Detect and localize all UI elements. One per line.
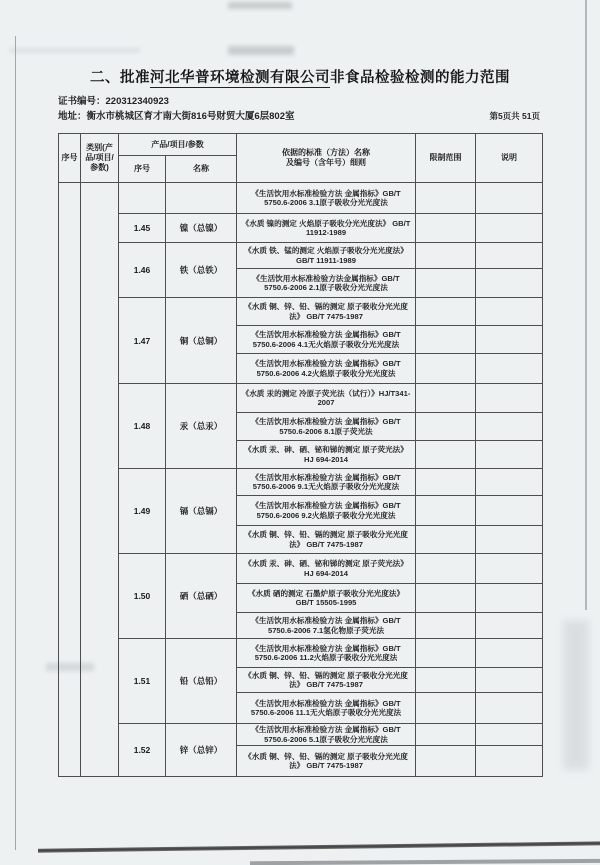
note-cell: [476, 243, 543, 269]
note-cell: [476, 413, 543, 441]
table-row: [59, 469, 543, 496]
note-cell: [476, 584, 543, 613]
limit-cell: [416, 584, 476, 613]
item-seq-cell: 1.46: [119, 243, 166, 298]
standard-method-cell: 《生活饮用水标准检验方法 金属指标》GB/T 5750.6-2006 4.2火焰原子吸收分光光度法: [237, 354, 416, 384]
standard-method-cell: 《水质 镍的测定 火焰原子吸收分光光度法》 GB/T 11912-1989: [237, 214, 416, 243]
table-row: [59, 298, 543, 326]
limit-cell: [416, 668, 476, 693]
note-cell: [476, 724, 543, 746]
item-seq-cell: 1.47: [119, 298, 166, 384]
page-edge-left: [15, 36, 16, 850]
limit-cell: [416, 354, 476, 384]
address-line: [58, 108, 295, 122]
item-seq-cell: 1.48: [119, 384, 166, 469]
item-name-cell: [166, 183, 237, 214]
address-value: 衡水市桃城区育才南大街816号财贸大厦6层802室: [86, 111, 295, 122]
table-row: [59, 243, 543, 269]
page-edge-right: [585, 0, 587, 610]
note-cell: [476, 214, 543, 243]
capability-scope-table: [58, 133, 543, 777]
title-prefix: 二、批准: [90, 70, 150, 86]
limit-cell: [416, 639, 476, 668]
item-seq-cell: 1.52: [119, 724, 166, 777]
item-seq-cell: 1.49: [119, 469, 166, 554]
item-name-cell: 铅（总铅）: [166, 639, 237, 724]
note-cell: [476, 298, 543, 326]
limit-cell: [416, 526, 476, 554]
header-category: 类别(产品/项目/参数): [81, 134, 119, 183]
standard-method-cell: 《生活饮用水标准检验方法 金属指标》GB/T 5750.6-2006 3.1原子吸收分光光度法: [237, 183, 416, 214]
standard-method-cell: 《生活饮用水标准检验方法 金属指标》GB/T 5750.6-2006 11.1无火焰原子吸收分光光度法: [237, 693, 416, 724]
header-standard-line1: 依据的标准（方法）名称: [282, 148, 371, 157]
limit-cell: [416, 441, 476, 469]
limit-cell: [416, 554, 476, 584]
item-name-cell: 铁（总铁）: [166, 243, 237, 298]
standard-method-cell: 《水质 铁、锰的测定 火焰原子吸收分光光度法》 GB/T 11911-1989: [237, 243, 416, 269]
standard-method-cell: 《生活饮用水标准检验方法 金属指标》GB/T 5750.6-2006 9.1无火焰原子吸收分光光度法: [237, 469, 416, 496]
item-name-cell: 硒（总硒）: [166, 554, 237, 639]
header-standard-line2: 及编号（含年号）细则: [286, 158, 367, 167]
standard-method-cell: 《水质 铜、锌、铅、镉的测定 原子吸收分光光度法》 GB/T 7475-1987: [237, 746, 416, 777]
standard-method-cell: 《生活饮用水标准检验方法 金属指标》GB/T 5750.6-2006 9.2火焰原子吸收分光光度法: [237, 496, 416, 526]
standard-method-cell: 《水质 硒的测定 石墨炉原子吸收分光光度法》 GB/T 15505-1995: [237, 584, 416, 613]
limit-cell: [416, 496, 476, 526]
limit-cell: [416, 243, 476, 269]
item-seq-cell: 1.50: [119, 554, 166, 639]
header-standard: [237, 134, 416, 183]
note-cell: [476, 496, 543, 526]
limit-cell: [416, 746, 476, 777]
scan-noise: [563, 620, 589, 770]
header-sub-name: 名称: [166, 156, 237, 183]
company-name-underlined: 河北华普环境检测有限公司: [150, 70, 330, 86]
header-product-group: 产品/项目/参数: [119, 134, 237, 156]
limit-cell: [416, 413, 476, 441]
item-name-cell: 铜（总铜）: [166, 298, 237, 384]
note-cell: [476, 183, 543, 214]
item-name-cell: 镉（总镉）: [166, 469, 237, 554]
table-row: [59, 214, 543, 243]
note-cell: [476, 469, 543, 496]
standard-method-cell: 《水质 铜、锌、铅、镉的测定 原子吸收分光光度法》 GB/T 7475-1987: [237, 668, 416, 693]
certificate-number: 220312340923: [105, 96, 169, 107]
note-cell: [476, 526, 543, 554]
page-bottom-edge: [38, 841, 600, 852]
header-limit: 限制范围: [416, 134, 476, 183]
standard-method-cell: 《水质 汞、砷、硒、铋和锑的测定 原子荧光法》 HJ 694-2014: [237, 441, 416, 469]
page-number: 第5页共 51页: [489, 111, 540, 121]
item-seq-cell: 1.51: [119, 639, 166, 724]
standard-method-cell: 《水质 汞的测定 冷原子荧光法（试行）》HJ/T341-2007: [237, 384, 416, 413]
title-suffix: 非食品检验检测的能力范围: [330, 70, 510, 86]
outer-seq-column-cell: [59, 183, 81, 777]
table-row: [59, 554, 543, 584]
note-cell: [476, 746, 543, 777]
bleedthrough-smudge: [228, 2, 292, 9]
table-row: [59, 639, 543, 668]
page-title: [0, 66, 600, 87]
table-row: [59, 384, 543, 413]
note-cell: [476, 693, 543, 724]
note-cell: [476, 613, 543, 639]
standard-method-cell: 《水质 铜、锌、铅、镉的测定 原子吸收分光光度法》 GB/T 7475-1987: [237, 526, 416, 554]
limit-cell: [416, 298, 476, 326]
limit-cell: [416, 724, 476, 746]
standard-method-cell: 《生活饮用水标准检验方法 金属指标》GB/T 5750.6-2006 4.1无火焰原子吸收分光光度法: [237, 326, 416, 354]
certificate-number-line: [58, 93, 169, 107]
bleedthrough-smudge: [10, 48, 140, 53]
limit-cell: [416, 269, 476, 298]
header-note: 说明: [476, 134, 543, 183]
limit-cell: [416, 693, 476, 724]
limit-cell: [416, 613, 476, 639]
note-cell: [476, 441, 543, 469]
item-seq-cell: [119, 183, 166, 214]
table-row: [59, 183, 543, 214]
item-name-cell: 镍（总镍）: [166, 214, 237, 243]
note-cell: [476, 384, 543, 413]
note-cell: [476, 668, 543, 693]
limit-cell: [416, 214, 476, 243]
category-column-cell: [81, 183, 119, 777]
item-name-cell: 汞（总汞）: [166, 384, 237, 469]
standard-method-cell: 《生活饮用水标准检验方法 金属指标》GB/T 5750.6-2006 7.1氢化物原子荧光法: [237, 613, 416, 639]
address-label: 地址：: [58, 111, 87, 122]
standard-method-cell: 《生活饮用水标准检验方法 金属指标》GB/T 5750.6-2006 5.1原子吸收分光光度法: [237, 724, 416, 746]
page-bottom-edge-shadow: [250, 859, 600, 865]
limit-cell: [416, 384, 476, 413]
limit-cell: [416, 183, 476, 214]
standard-method-cell: 《生活饮用水标准检验方法 金属指标》GB/T 5750.6-2006 8.1原子荧光法: [237, 413, 416, 441]
standard-method-cell: 《水质 汞、砷、硒、铋和锑的测定 原子荧光法》 HJ 694-2014: [237, 554, 416, 584]
standard-method-cell: 《生活饮用水标准检验方法 金属指标》GB/T 5750.6-2006 11.2火焰原子吸收分光光度法: [237, 639, 416, 668]
note-cell: [476, 639, 543, 668]
certificate-label: 证书编号：: [58, 96, 106, 107]
note-cell: [476, 326, 543, 354]
note-cell: [476, 269, 543, 298]
item-name-cell: 锌（总锌）: [166, 724, 237, 777]
standard-method-cell: 《水质 铜、锌、铅、镉的测定 原子吸收分光光度法》 GB/T 7475-1987: [237, 298, 416, 326]
note-cell: [476, 354, 543, 384]
bleedthrough-smudge: [228, 46, 294, 55]
header-row-1: [59, 134, 543, 156]
table-row: [59, 724, 543, 746]
note-cell: [476, 554, 543, 584]
item-seq-cell: 1.45: [119, 214, 166, 243]
header-seq: 序号: [59, 134, 81, 183]
limit-cell: [416, 326, 476, 354]
limit-cell: [416, 469, 476, 496]
standard-method-cell: 《生活饮用水标准检验方法金属指标》GB/T 5750.6-2006 2.1原子吸收分光光度法: [237, 269, 416, 298]
header-sub-seq: 序号: [119, 156, 166, 183]
